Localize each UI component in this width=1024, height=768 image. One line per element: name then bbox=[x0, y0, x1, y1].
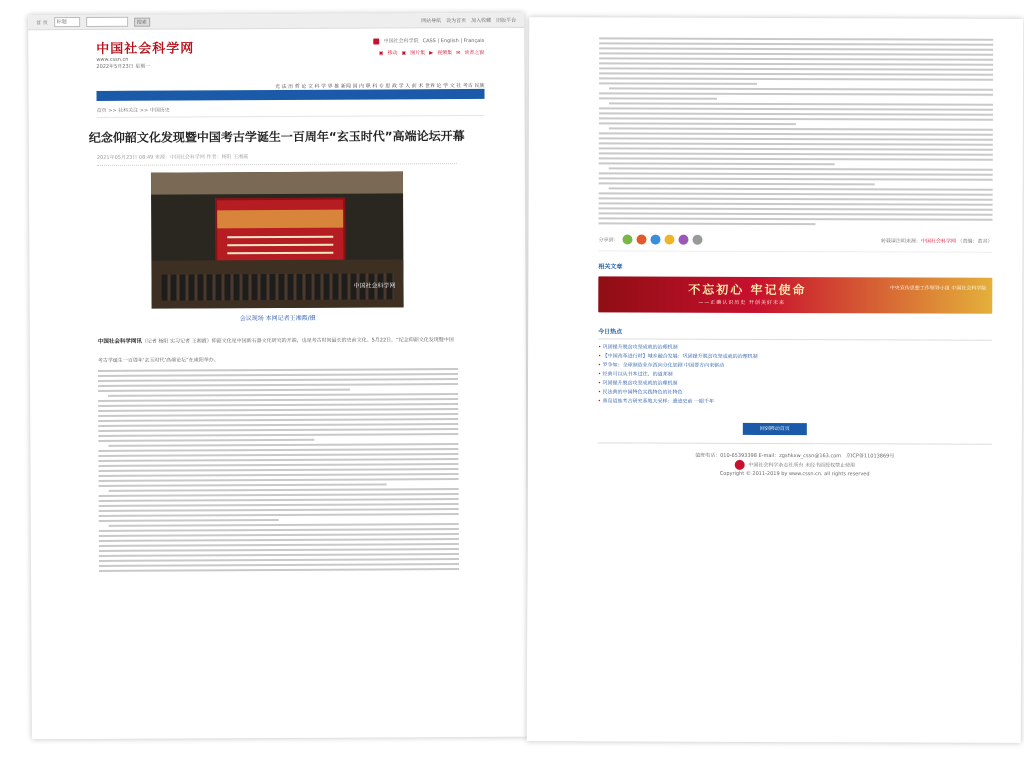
share-row bbox=[598, 234, 992, 252]
mobile-icon[interactable]: ▣ bbox=[378, 49, 384, 56]
hot-item[interactable]: • 【中国改革进行时】城乡融合发展：巩固提升脱贫攻坚成就的治理机制 bbox=[598, 352, 992, 362]
logo-date: 2022年5月23日 星期一 bbox=[96, 63, 151, 70]
site-header bbox=[28, 28, 524, 83]
banner-sub: ——正确认识历史 开创美好未来 bbox=[698, 299, 785, 307]
site-footer bbox=[598, 442, 992, 478]
header-right bbox=[374, 37, 485, 62]
source-label: 转载请注明来源： bbox=[880, 237, 921, 245]
source-note bbox=[881, 237, 993, 244]
footer-icp[interactable]: 京ICP备11013869号 bbox=[845, 453, 895, 460]
left-page bbox=[28, 13, 528, 740]
cass-logo-icon bbox=[374, 38, 380, 44]
site-logo[interactable] bbox=[96, 37, 194, 70]
article-body-left bbox=[98, 326, 459, 572]
lead-text: （记者 杨阳 实习记者 王湘霞）仰韶文化是中国新石器文化研究的开端，也是考古时间最长的史前文化。5月22日，“纪念仰韶文化发现暨中国考古学诞生一百周年‘玄玉时代’高端论坛”在咸阳举办。 bbox=[97, 337, 454, 364]
logo-title: 中国社会科学网 bbox=[96, 41, 195, 57]
source-link[interactable]: 中国社会科学网 bbox=[920, 238, 956, 245]
weibo-share-icon[interactable] bbox=[636, 235, 646, 245]
wechat-share-icon[interactable] bbox=[622, 234, 632, 244]
article-title: 纪念仰韶文化发现暨中国考古学诞生一百周年“玄玉时代”高端论坛开幕 bbox=[88, 129, 465, 145]
qq-share-icon[interactable] bbox=[650, 235, 660, 245]
footer-copyright: Copyright © 2011-2019 by www.cssn.cn. all rights reserved bbox=[719, 470, 870, 478]
banner-side: 中央宣传思想工作领导小组 中国社会科学院 bbox=[889, 285, 987, 292]
video-link[interactable]: 视频集 bbox=[437, 50, 453, 57]
picture-link[interactable]: 图片集 bbox=[410, 50, 426, 57]
lead-bold: 中国社会科学网讯 bbox=[97, 338, 142, 345]
right-page bbox=[527, 17, 1024, 743]
related-articles-heading: 相关文章 bbox=[598, 263, 623, 271]
top-link-favorite[interactable]: 加入收藏 bbox=[471, 17, 492, 24]
breadcrumb[interactable]: 首页 >> 社科关注 >> 中国历史 bbox=[97, 105, 485, 118]
main-navbar[interactable] bbox=[97, 89, 485, 101]
footer-logo-icon bbox=[734, 460, 744, 470]
language-links[interactable]: CASS | English | Français bbox=[422, 37, 485, 44]
mobile-link[interactable]: 移动 bbox=[387, 50, 398, 57]
hot-topics bbox=[598, 326, 992, 407]
douban-share-icon[interactable] bbox=[678, 235, 688, 245]
picture-icon[interactable]: ▣ bbox=[401, 49, 407, 56]
footer-email: 值班电话：010-65393398 E-mail：zgshkxw_cssn@163.com bbox=[695, 452, 842, 460]
photo-caption: 会议现场 本网记者王湘霞/摄 bbox=[239, 314, 316, 323]
promo-banner[interactable] bbox=[598, 276, 992, 313]
top-link-old[interactable]: 旧版平台 bbox=[496, 17, 517, 24]
hot-item[interactable]: • 巩固提升脱贫攻坚成就的治理机制 bbox=[598, 343, 992, 353]
hot-item[interactable]: • 经典可以从书本过往、的道邦制 bbox=[598, 370, 992, 380]
search-type-select[interactable]: 标题 bbox=[54, 17, 80, 27]
more-share-icon[interactable] bbox=[692, 235, 702, 245]
reader-link[interactable]: 读者之窗 bbox=[464, 49, 485, 57]
article-meta: 2021年05月23日 08:49 来源：中国社会科学网 作者：杨阳 王湘霞 bbox=[97, 152, 457, 166]
share-label: 分享到： bbox=[598, 236, 619, 243]
hot-item[interactable]: • 巩固提升脱贫攻坚成就的治理机制 bbox=[598, 379, 992, 389]
sub-navigation[interactable]: 光 法 历 哲 论 文 科 学 界 推 新闻 国 内 职 科 专 思 政 学 人 前 术 世界 论 学 文 社 考古 民族 bbox=[274, 82, 485, 91]
search-input[interactable] bbox=[86, 17, 128, 27]
top-links bbox=[421, 16, 516, 23]
video-icon[interactable]: ▶ bbox=[429, 49, 434, 56]
article-body-right bbox=[599, 37, 994, 225]
footer-org: 中国社会科学杂志社所有 未经书面授权禁止使用 bbox=[748, 462, 856, 469]
search-button[interactable]: 搜索 bbox=[134, 17, 150, 26]
qzone-share-icon[interactable] bbox=[664, 235, 674, 245]
top-link-homepage[interactable]: 设为首页 bbox=[446, 17, 467, 24]
photo-watermark: 中国社会科学网 bbox=[353, 282, 396, 290]
hot-item[interactable]: • 南岛语族考古研究基地大采样：遗迹史前 一眼千年 bbox=[598, 397, 992, 407]
conference-photo bbox=[151, 171, 404, 308]
hot-item[interactable]: • 民法典的中国特色实践特色的社特色 bbox=[598, 388, 992, 398]
top-link-nav[interactable]: 网站导航 bbox=[421, 17, 442, 24]
hot-topics-heading: 今日热点 bbox=[598, 326, 992, 340]
logo-url: www.cssn.cn bbox=[96, 56, 129, 63]
hot-item[interactable]: • 罗争如：全球制造业东西向分化加剧 中国要方向来驱动 bbox=[598, 361, 992, 371]
editor-note: （责编：黄谷） bbox=[957, 238, 993, 245]
reader-icon[interactable]: ✉ bbox=[456, 49, 461, 56]
home-link[interactable]: 首 页 bbox=[36, 19, 48, 26]
partner-link[interactable]: 中国社会科学院 bbox=[383, 38, 419, 45]
stage-screen bbox=[215, 198, 345, 267]
mobile-home-button[interactable]: 回到移动首页 bbox=[743, 423, 807, 435]
banner-main: 不忘初心 牢记使命 bbox=[688, 282, 807, 298]
